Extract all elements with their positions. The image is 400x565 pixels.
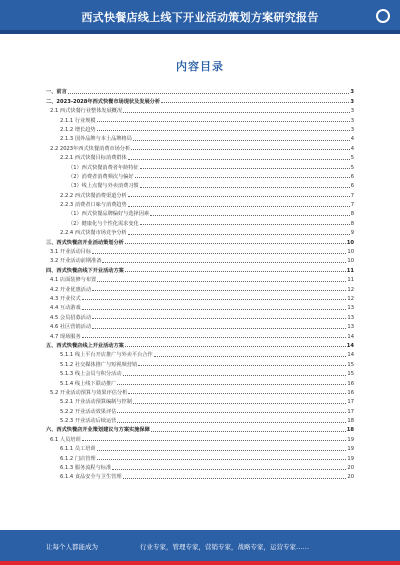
table-of-contents <box>46 86 354 480</box>
toc-leader-dots <box>117 384 346 385</box>
toc-entry[interactable] <box>46 330 354 339</box>
toc-entry[interactable] <box>46 124 354 133</box>
toc-entry[interactable] <box>46 152 354 161</box>
toc-entry-text: 6.1.1 员工培训 <box>60 446 96 453</box>
toc-page-number: 18 <box>346 427 354 434</box>
toc-leader-dots <box>154 356 347 357</box>
toc-heading: 内容目录 <box>176 60 224 73</box>
toc-leader-dots <box>123 375 347 376</box>
toc-leader-dots <box>128 196 350 197</box>
toc-leader-dots <box>82 299 347 300</box>
toc-leader-dots <box>117 412 346 413</box>
toc-leader-dots <box>133 140 350 141</box>
toc-page-number: 16 <box>347 380 354 387</box>
toc-entry[interactable] <box>46 208 354 217</box>
toc-leader-dots <box>97 450 347 451</box>
toc-page-number: 19 <box>347 436 354 443</box>
toc-entry-text: 3.1 开业活动目标 <box>50 249 92 256</box>
toc-entry-text: （1）西式快餐消费者年龄特征 <box>68 164 139 171</box>
toc-leader-dots <box>82 440 347 441</box>
toc-leader-dots <box>128 159 350 160</box>
toc-entry[interactable] <box>46 433 354 442</box>
toc-entry[interactable] <box>46 227 354 236</box>
toc-entry-text: 4.2 开业优惠活动 <box>50 286 92 293</box>
toc-leader-dots <box>92 318 346 319</box>
toc-entry-text: 4.4 互动游戏 <box>50 305 81 312</box>
toc-leader-dots <box>140 224 350 225</box>
footer-bar <box>0 530 400 565</box>
toc-leader-dots <box>123 112 350 113</box>
toc-entry-text: 3.2 开业活动前期准备 <box>50 258 102 265</box>
toc-page-number: 14 <box>347 333 354 340</box>
toc-page-number: 12 <box>347 295 354 302</box>
toc-leader-dots <box>133 403 346 404</box>
toc-entry[interactable] <box>46 462 354 471</box>
toc-page-number: 6 <box>350 173 354 180</box>
toc-leader-dots <box>97 281 346 282</box>
toc-page-number: 19 <box>347 446 354 453</box>
toc-entry[interactable] <box>46 424 354 433</box>
toc-entry[interactable] <box>46 358 354 367</box>
toc-entry-text: （2）消费者消费频次与偏好 <box>68 173 134 180</box>
header-bar <box>0 0 400 34</box>
toc-page-number: 6 <box>350 183 354 190</box>
toc-entry[interactable] <box>46 387 354 396</box>
toc-page-number: 15 <box>347 371 354 378</box>
toc-entry-text: 5.2 开业活动预算与效果评估分析 <box>50 389 128 396</box>
toc-entry[interactable] <box>46 274 354 283</box>
toc-entry[interactable] <box>46 340 354 349</box>
toc-page-number: 4 <box>350 136 354 143</box>
toc-entry-text: 2.2.4 西式快餐市场竞争分析 <box>60 230 127 237</box>
toc-leader-dots <box>125 346 346 347</box>
toc-entry[interactable] <box>46 86 354 95</box>
toc-page-number: 14 <box>347 352 354 359</box>
toc-entry-text: 2.2.2 西式快餐消费渠道分析 <box>60 192 127 199</box>
toc-page-number: 17 <box>347 399 354 406</box>
toc-entry-text: 6.1.2 门店管理 <box>60 455 96 462</box>
toc-entry-text: 2.1.1 行业规模 <box>60 117 96 124</box>
toc-page-number: 14 <box>346 342 354 349</box>
toc-entry[interactable] <box>46 405 354 414</box>
toc-entry[interactable] <box>46 415 354 424</box>
toc-entry[interactable] <box>46 133 354 142</box>
toc-leader-dots <box>140 187 350 188</box>
toc-entry[interactable] <box>46 368 354 377</box>
toc-leader-dots <box>151 431 346 432</box>
toc-entry-text: 2.1 西式快餐行业整体发展概况 <box>50 108 123 115</box>
toc-leader-dots <box>125 243 346 244</box>
toc-leader-dots <box>112 469 346 470</box>
toc-leader-dots <box>150 215 350 216</box>
toc-entry-text: 6.1.4 食品安全与卫生管理 <box>60 474 122 481</box>
toc-leader-dots <box>161 102 349 103</box>
footer-tagline: 行业专家，管理专家，营销专家，战略专家，运营专家…… <box>140 543 309 551</box>
footer-slogan: 让每个人都能成为 <box>46 543 98 551</box>
toc-entry-text: 6.1.3 服务流程与标准 <box>60 465 112 472</box>
toc-entry-text: 5.2.2 开业活动效果评估 <box>60 408 117 415</box>
toc-entry[interactable] <box>46 105 354 114</box>
toc-page-number: 10 <box>347 249 354 256</box>
toc-entry[interactable] <box>46 161 354 170</box>
toc-leader-dots <box>92 328 346 329</box>
toc-entry[interactable] <box>46 114 354 123</box>
toc-page-number: 3 <box>350 98 354 105</box>
toc-page-number: 19 <box>347 455 354 462</box>
toc-page-number: 5 <box>350 155 354 162</box>
toc-page-number: 13 <box>347 324 354 331</box>
toc-entry-text: 二、2023-2028年西式快餐市场现状及发展分析 <box>46 98 161 105</box>
toc-page-number: 15 <box>347 361 354 368</box>
toc-page-number: 18 <box>347 418 354 425</box>
toc-page-number: 5 <box>350 164 354 171</box>
toc-entry[interactable] <box>46 302 354 311</box>
toc-page-number: 8 <box>350 211 354 218</box>
toc-entry-text: 4.5 会员招募活动 <box>50 314 92 321</box>
toc-page-number: 13 <box>347 314 354 321</box>
toc-entry[interactable] <box>46 293 354 302</box>
toc-leader-dots <box>128 393 346 394</box>
toc-leader-dots <box>140 168 350 169</box>
toc-entry[interactable] <box>46 321 354 330</box>
toc-page-number: 11 <box>346 267 354 274</box>
toc-entry-text: 2.1.3 国外品牌与本土品牌格局 <box>60 136 132 143</box>
toc-entry-text: 2.2.3 消费者口味与消费趋势 <box>60 202 127 209</box>
toc-page-number: 20 <box>347 474 354 481</box>
toc-entry[interactable] <box>46 443 354 452</box>
toc-page-number: 13 <box>347 305 354 312</box>
toc-page-number: 11 <box>347 277 354 284</box>
toc-entry-text: 4.1 店面装修与布置 <box>50 277 97 284</box>
toc-entry-text: 5.1.3 线上会员与积分活动 <box>60 371 122 378</box>
toc-entry-text: 五、西式快餐店线上开业活动方案 <box>46 342 124 349</box>
toc-page-number: 3 <box>350 108 354 115</box>
toc-entry[interactable] <box>46 396 354 405</box>
toc-page-number: 20 <box>347 465 354 472</box>
toc-entry[interactable] <box>46 349 354 358</box>
toc-leader-dots <box>97 121 350 122</box>
toc-leader-dots <box>138 365 346 366</box>
toc-entry-text: 三、西式快餐店开业活动策划分析 <box>46 239 124 246</box>
toc-page-number: 7 <box>350 202 354 209</box>
toc-entry[interactable] <box>46 180 354 189</box>
toc-page-number: 17 <box>347 408 354 415</box>
toc-page-number: 10 <box>346 239 354 246</box>
toc-entry[interactable] <box>46 255 354 264</box>
toc-page-number: 12 <box>347 286 354 293</box>
toc-entry-text: 4.6 社区营销活动 <box>50 324 92 331</box>
toc-page-number: 10 <box>347 258 354 265</box>
toc-leader-dots <box>102 262 346 263</box>
toc-entry-text: 四、西式快餐店线下开业活动方案 <box>46 267 124 274</box>
toc-entry[interactable] <box>46 236 354 245</box>
toc-entry-text: 5.1.2 社交媒体推广与短视频营销 <box>60 361 138 368</box>
toc-entry[interactable] <box>46 171 354 180</box>
toc-entry-text: （3）线上点餐与外卖消费习惯 <box>68 183 139 190</box>
toc-leader-dots <box>123 478 347 479</box>
toc-leader-dots <box>92 253 346 254</box>
toc-entry[interactable] <box>46 283 354 292</box>
toc-leader-dots <box>125 271 346 272</box>
toc-leader-dots <box>131 149 350 150</box>
toc-page-number: 8 <box>350 220 354 227</box>
toc-entry[interactable] <box>46 377 354 386</box>
toc-entry-text: （2）健康化与个性化需求变化 <box>68 220 139 227</box>
toc-entry-text: 5.2.1 开业活动预算编制与控制 <box>60 399 132 406</box>
toc-entry-text: （1）西式快餐品牌偏好与选择因素 <box>68 211 150 218</box>
toc-leader-dots <box>92 290 346 291</box>
toc-entry[interactable] <box>46 189 354 198</box>
toc-entry[interactable] <box>46 246 354 255</box>
toc-entry-text: 4.3 开业仪式 <box>50 295 81 302</box>
toc-entry[interactable] <box>46 217 354 226</box>
toc-entry-text: 六、西式快餐店开业策划建议与方案实施保障 <box>46 427 150 434</box>
toc-leader-dots <box>68 93 350 94</box>
toc-leader-dots <box>128 234 350 235</box>
toc-leader-dots <box>82 309 347 310</box>
report-title: 西式快餐店线上线下开业活动策划方案研究报告 <box>81 11 319 24</box>
toc-entry[interactable] <box>46 471 354 480</box>
toc-leader-dots <box>135 177 350 178</box>
toc-leader-dots <box>97 130 350 131</box>
toc-leader-dots <box>97 459 347 460</box>
toc-entry[interactable] <box>46 452 354 461</box>
toc-entry[interactable] <box>46 142 354 151</box>
toc-entry-text: 6.1 人员培训 <box>50 436 81 443</box>
toc-entry[interactable] <box>46 199 354 208</box>
toc-page-number: 7 <box>350 192 354 199</box>
toc-entry-text: 5.1.1 线上平台开店推广与外卖平台合作 <box>60 352 153 359</box>
toc-page-number: 3 <box>350 117 354 124</box>
toc-entry-text: 4.7 现场服务 <box>50 333 81 340</box>
toc-page-number: 3 <box>350 89 354 96</box>
toc-entry-text: 2.1.2 增长趋势 <box>60 126 96 133</box>
toc-leader-dots <box>128 206 350 207</box>
toc-page-number: 9 <box>350 230 354 237</box>
toc-leader-dots <box>82 337 347 338</box>
toc-leader-dots <box>117 422 346 423</box>
toc-entry-text: 2.2.1 西式快餐目标消费群体 <box>60 155 127 162</box>
logo-icon <box>376 9 390 23</box>
toc-entry-text: 5.2.3 开业活动后续运营 <box>60 418 117 425</box>
toc-entry-text: 一、前言 <box>46 89 67 96</box>
toc-entry-text: 2.2 2023年西式快餐消费市场分析 <box>50 145 131 152</box>
toc-page-number: 4 <box>350 145 354 152</box>
footer-accent-stripe <box>0 561 400 565</box>
toc-entry-text: 5.1.4 线上线下联动推广 <box>60 380 117 387</box>
toc-page-number: 16 <box>347 389 354 396</box>
toc-page-number: 3 <box>350 126 354 133</box>
toc-entry[interactable] <box>46 311 354 320</box>
toc-entry[interactable] <box>46 264 354 273</box>
toc-entry[interactable] <box>46 95 354 104</box>
